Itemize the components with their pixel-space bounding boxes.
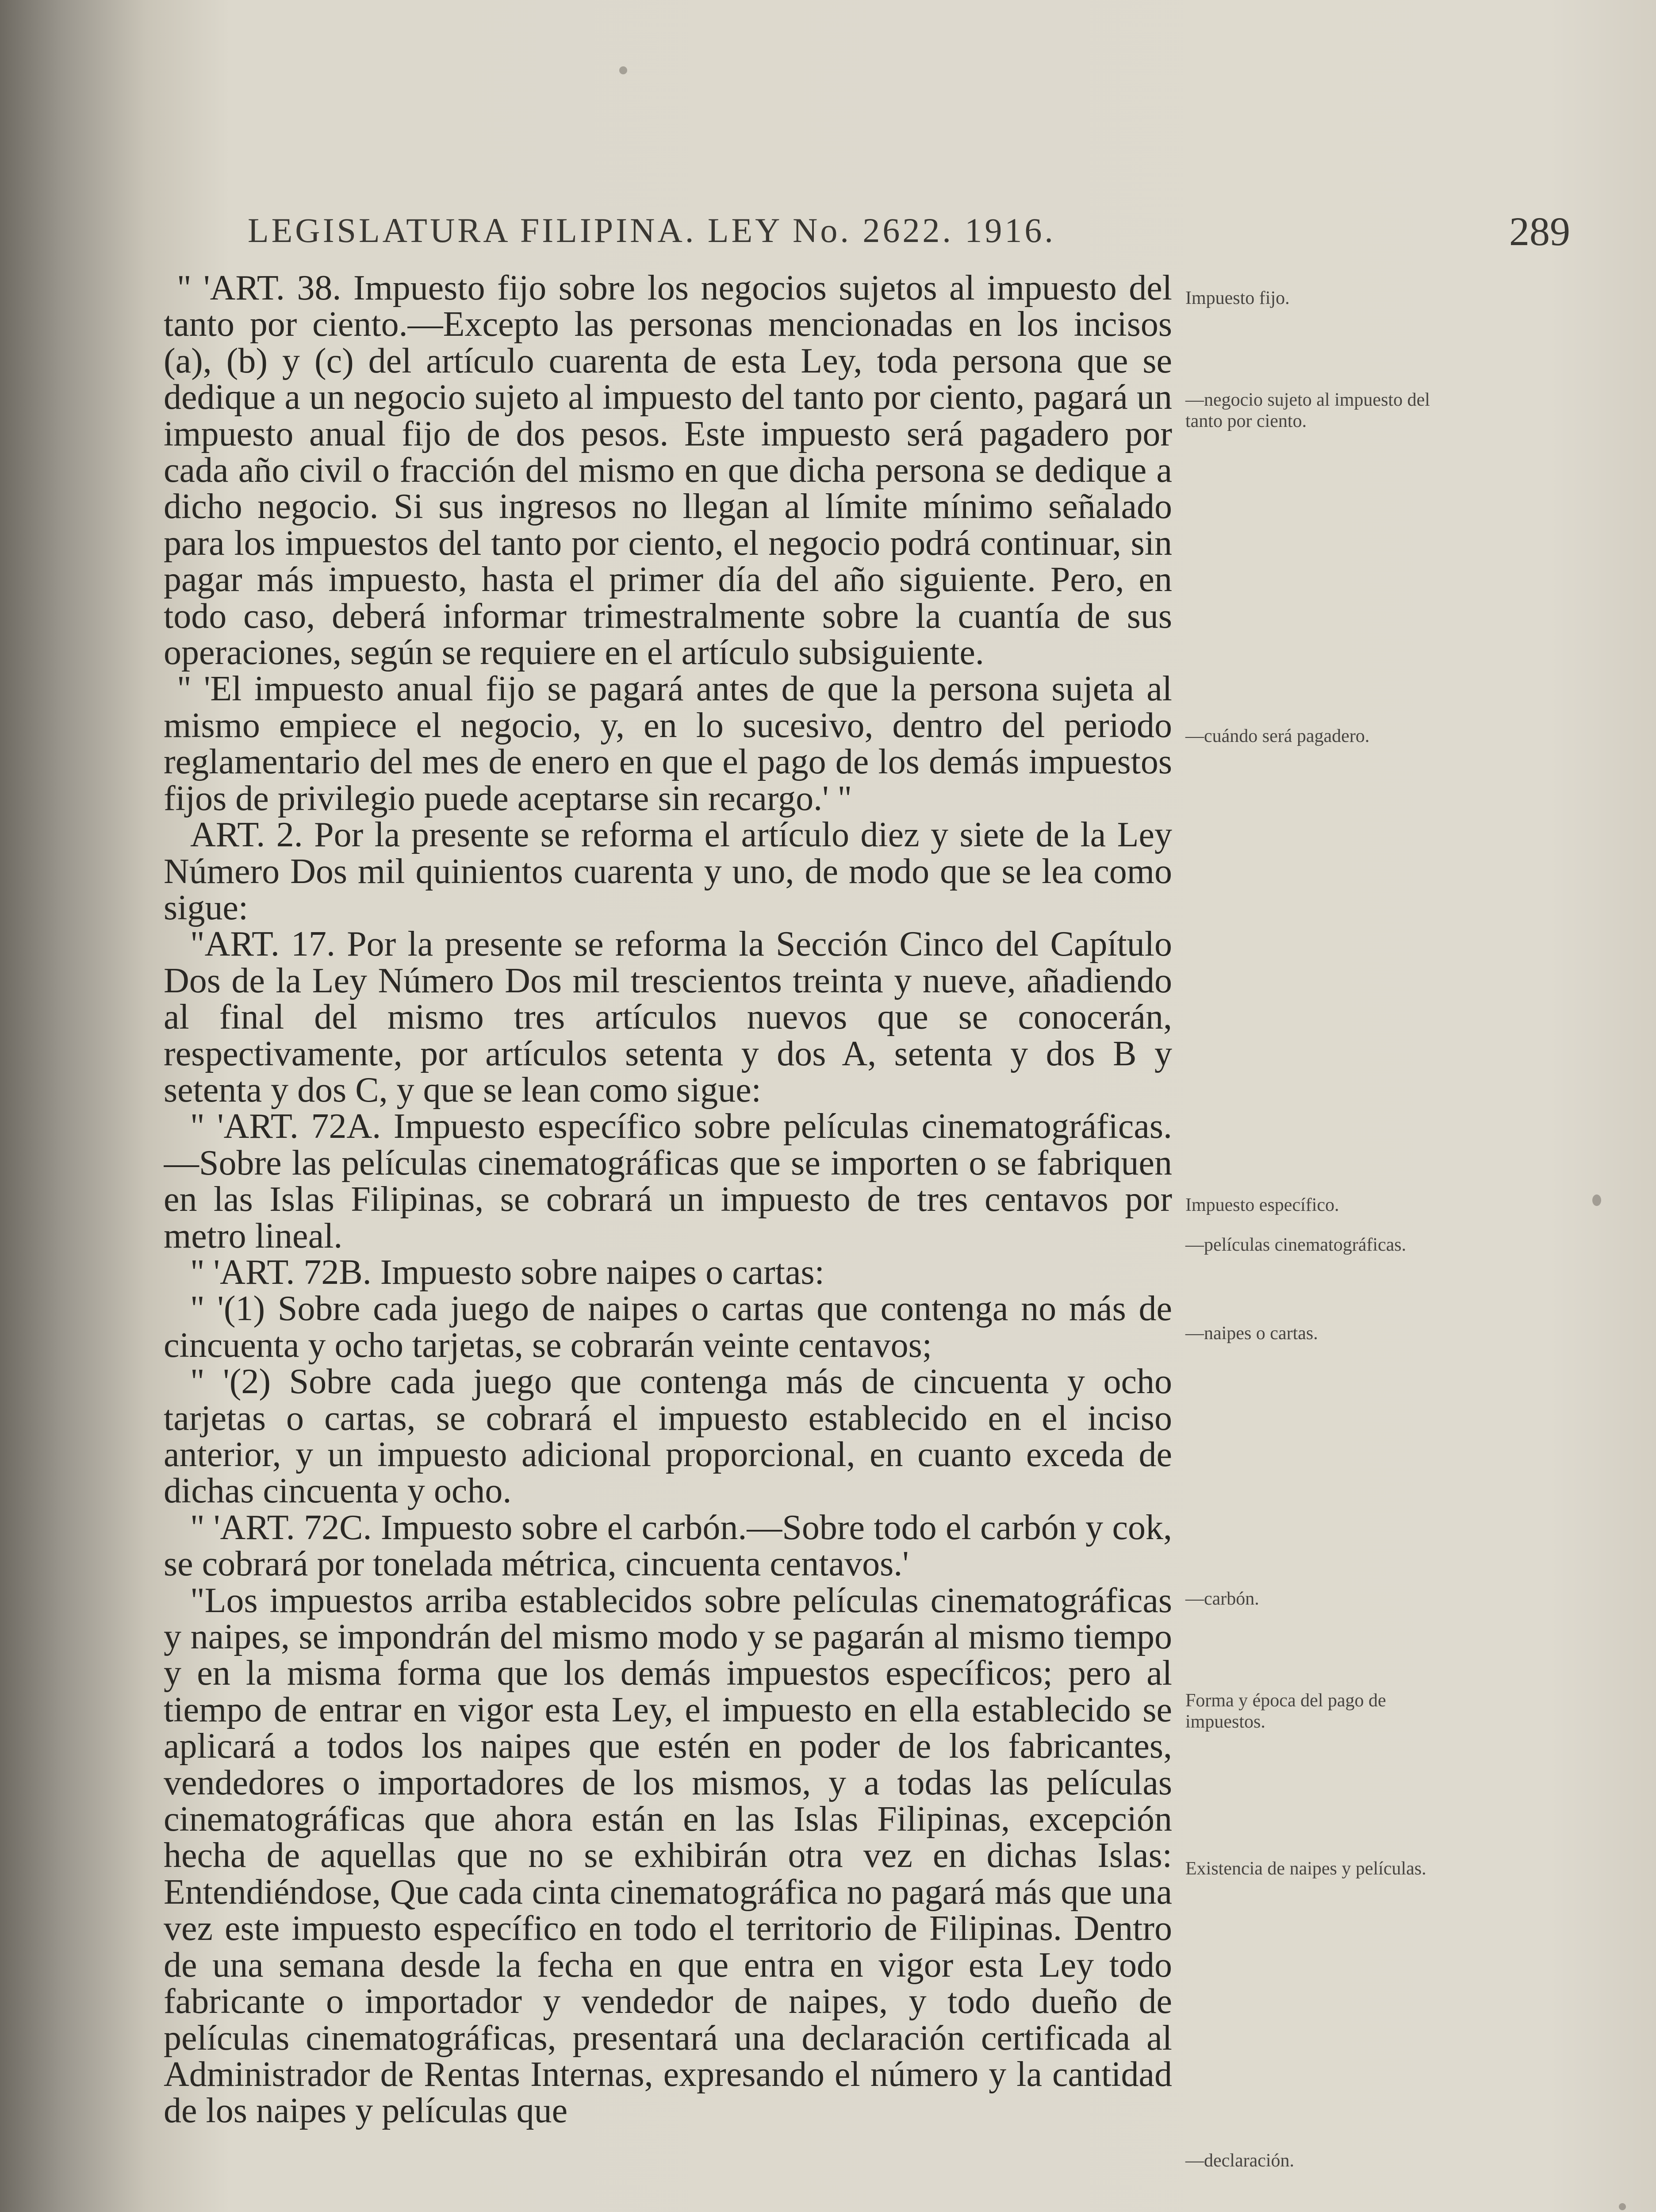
margin-note: —cuándo será pagadero.: [1185, 726, 1370, 746]
margin-note: —naipes o cartas.: [1185, 1323, 1318, 1344]
paragraph-art-72a: " 'ART. 72A. Impuesto específico sobre películas cinematográficas.—Sobre las películas cinematográficas que se importen o se fabriquen en las Islas Filipinas, se cobrará un impuesto de tres centavos por metro lineal.: [164, 1107, 1172, 1256]
margin-note: —declaración.: [1185, 2151, 1295, 2171]
paragraph-art-2: ART. 2. Por la presente se reforma el artículo diez y siete de la Ley Número Dos mil quinientos cuarenta y uno, de modo que se lea como sigue:: [164, 815, 1172, 927]
margin-note: —carbón.: [1185, 1589, 1259, 1609]
body-text: [164, 270, 1172, 2212]
margin-note: —películas cinematográficas.: [1185, 1235, 1407, 1255]
paragraph-impuesto-anual: " 'El impuesto anual fijo se pagará antes de que la persona sujeta al mismo empiece el negocio, y, en lo sucesivo, dentro del periodo reglamentario del mes de enero en que el pago de los demás impuestos fijos de privilegio puede aceptarse sin recargo.' ": [164, 669, 1172, 818]
paragraph-art-38: " 'ART. 38. Impuesto fijo sobre los negocios sujetos al impuesto del tanto por ciento.—Excepto las personas mencionadas en los incisos (a), (b) y (c) del artículo cuarenta de esta Ley, toda persona que se dedique a un negocio sujeto al impuesto del tanto por ciento, pagará un impuesto anual fijo de dos pesos. Este impuesto será pagadero por cada año civil o fracción del mismo en que dicha persona se dedique a dicho negocio. Si sus ingresos no llegan al límite mínimo señalado para los impuestos del tanto por ciento, el negocio podrá continuar, sin pagar más impuesto, hasta el primer día del año siguiente. Pero, en todo caso, deberá informar trimestralmente sobre la cuantía de sus operaciones, según se requiere en el artículo subsiguiente.: [164, 270, 1172, 672]
paragraph-72b-1: " '(1) Sobre cada juego de naipes o cartas que contenga no más de cincuenta y ocho tarjetas, se cobrarán veinte centavos;: [164, 1289, 1172, 1365]
paragraph-art-72b: " 'ART. 72B. Impuesto sobre naipes o cartas:: [190, 1252, 824, 1292]
page-header: [248, 208, 1575, 257]
margin-note: —negocio sujeto al impuesto del tanto por ciento.: [1185, 390, 1430, 431]
paragraph-72b-2: " '(2) Sobre cada juego que contenga más de cincuenta y ocho tarjetas o cartas, se cobrará el impuesto establecido en el inciso anterior, y un impuesto adicional proporcional, en cuanto exceda de dichas cincuenta y ocho.: [164, 1362, 1172, 1511]
paragraph-art-17: "ART. 17. Por la presente se reforma la Sección Cinco del Capítulo Dos de la Ley Número Dos mil trescientos treinta y nueve, añadiendo al final del mismo tres artículos nuevos que se conocerán, respectivamente, por artículos setenta y dos A, setenta y dos B y setenta y dos C, y que se lean como sigue:: [164, 925, 1172, 1110]
page-number: 289: [1509, 209, 1570, 254]
running-head: LEGISLATURA FILIPINA. LEY No. 2622. 1916.: [248, 211, 1056, 250]
margin-notes: [1185, 270, 1433, 2212]
margin-note: Impuesto específico.: [1185, 1195, 1339, 1215]
margin-note: Existencia de naipes y películas.: [1185, 1859, 1426, 1879]
ink-spot: [1619, 2203, 1626, 2210]
margin-note: Impuesto fijo.: [1185, 288, 1290, 308]
paragraph-art-72c: " 'ART. 72C. Impuesto sobre el carbón.—Sobre todo el carbón y cok, se cobrará por tonelada métrica, cincuenta centavos.': [164, 1508, 1172, 1584]
ink-spot: [619, 66, 627, 74]
ink-spot: [1592, 1194, 1601, 1206]
paragraph-forma-pago: "Los impuestos arriba establecidos sobre películas cinematográficas y naipes, se impondrán del mismo modo y se pagarán al mismo tiempo y en la misma forma que los demás impuestos específicos; pero al tiempo de entrar en vigor esta Ley, el impuesto en ella establecido se aplicará a todos los naipes que estén en poder de los fabricantes, vendedores o importadores de los mismos, y a todas las películas cinematográficas que ahora están en las Islas Filipinas, excepción hecha de aquellas que no se exhibirán otra vez en dichas Islas: Entendiéndose, Que cada cinta cinematográfica no pagará más que una vez este impuesto específico en todo el territorio de Filipinas. Dentro de una semana desde la fecha en que entra en vigor esta Ley todo fabricante o importador y vendedor de naipes, y todo dueño de películas cinematográficas, presentará una declaración certificada al Administrador de Rentas Internas, expresando el número y la cantidad de los naipes y películas que: [164, 1581, 1172, 2131]
margin-note: Forma y época del pago de impuestos.: [1185, 1690, 1386, 1732]
